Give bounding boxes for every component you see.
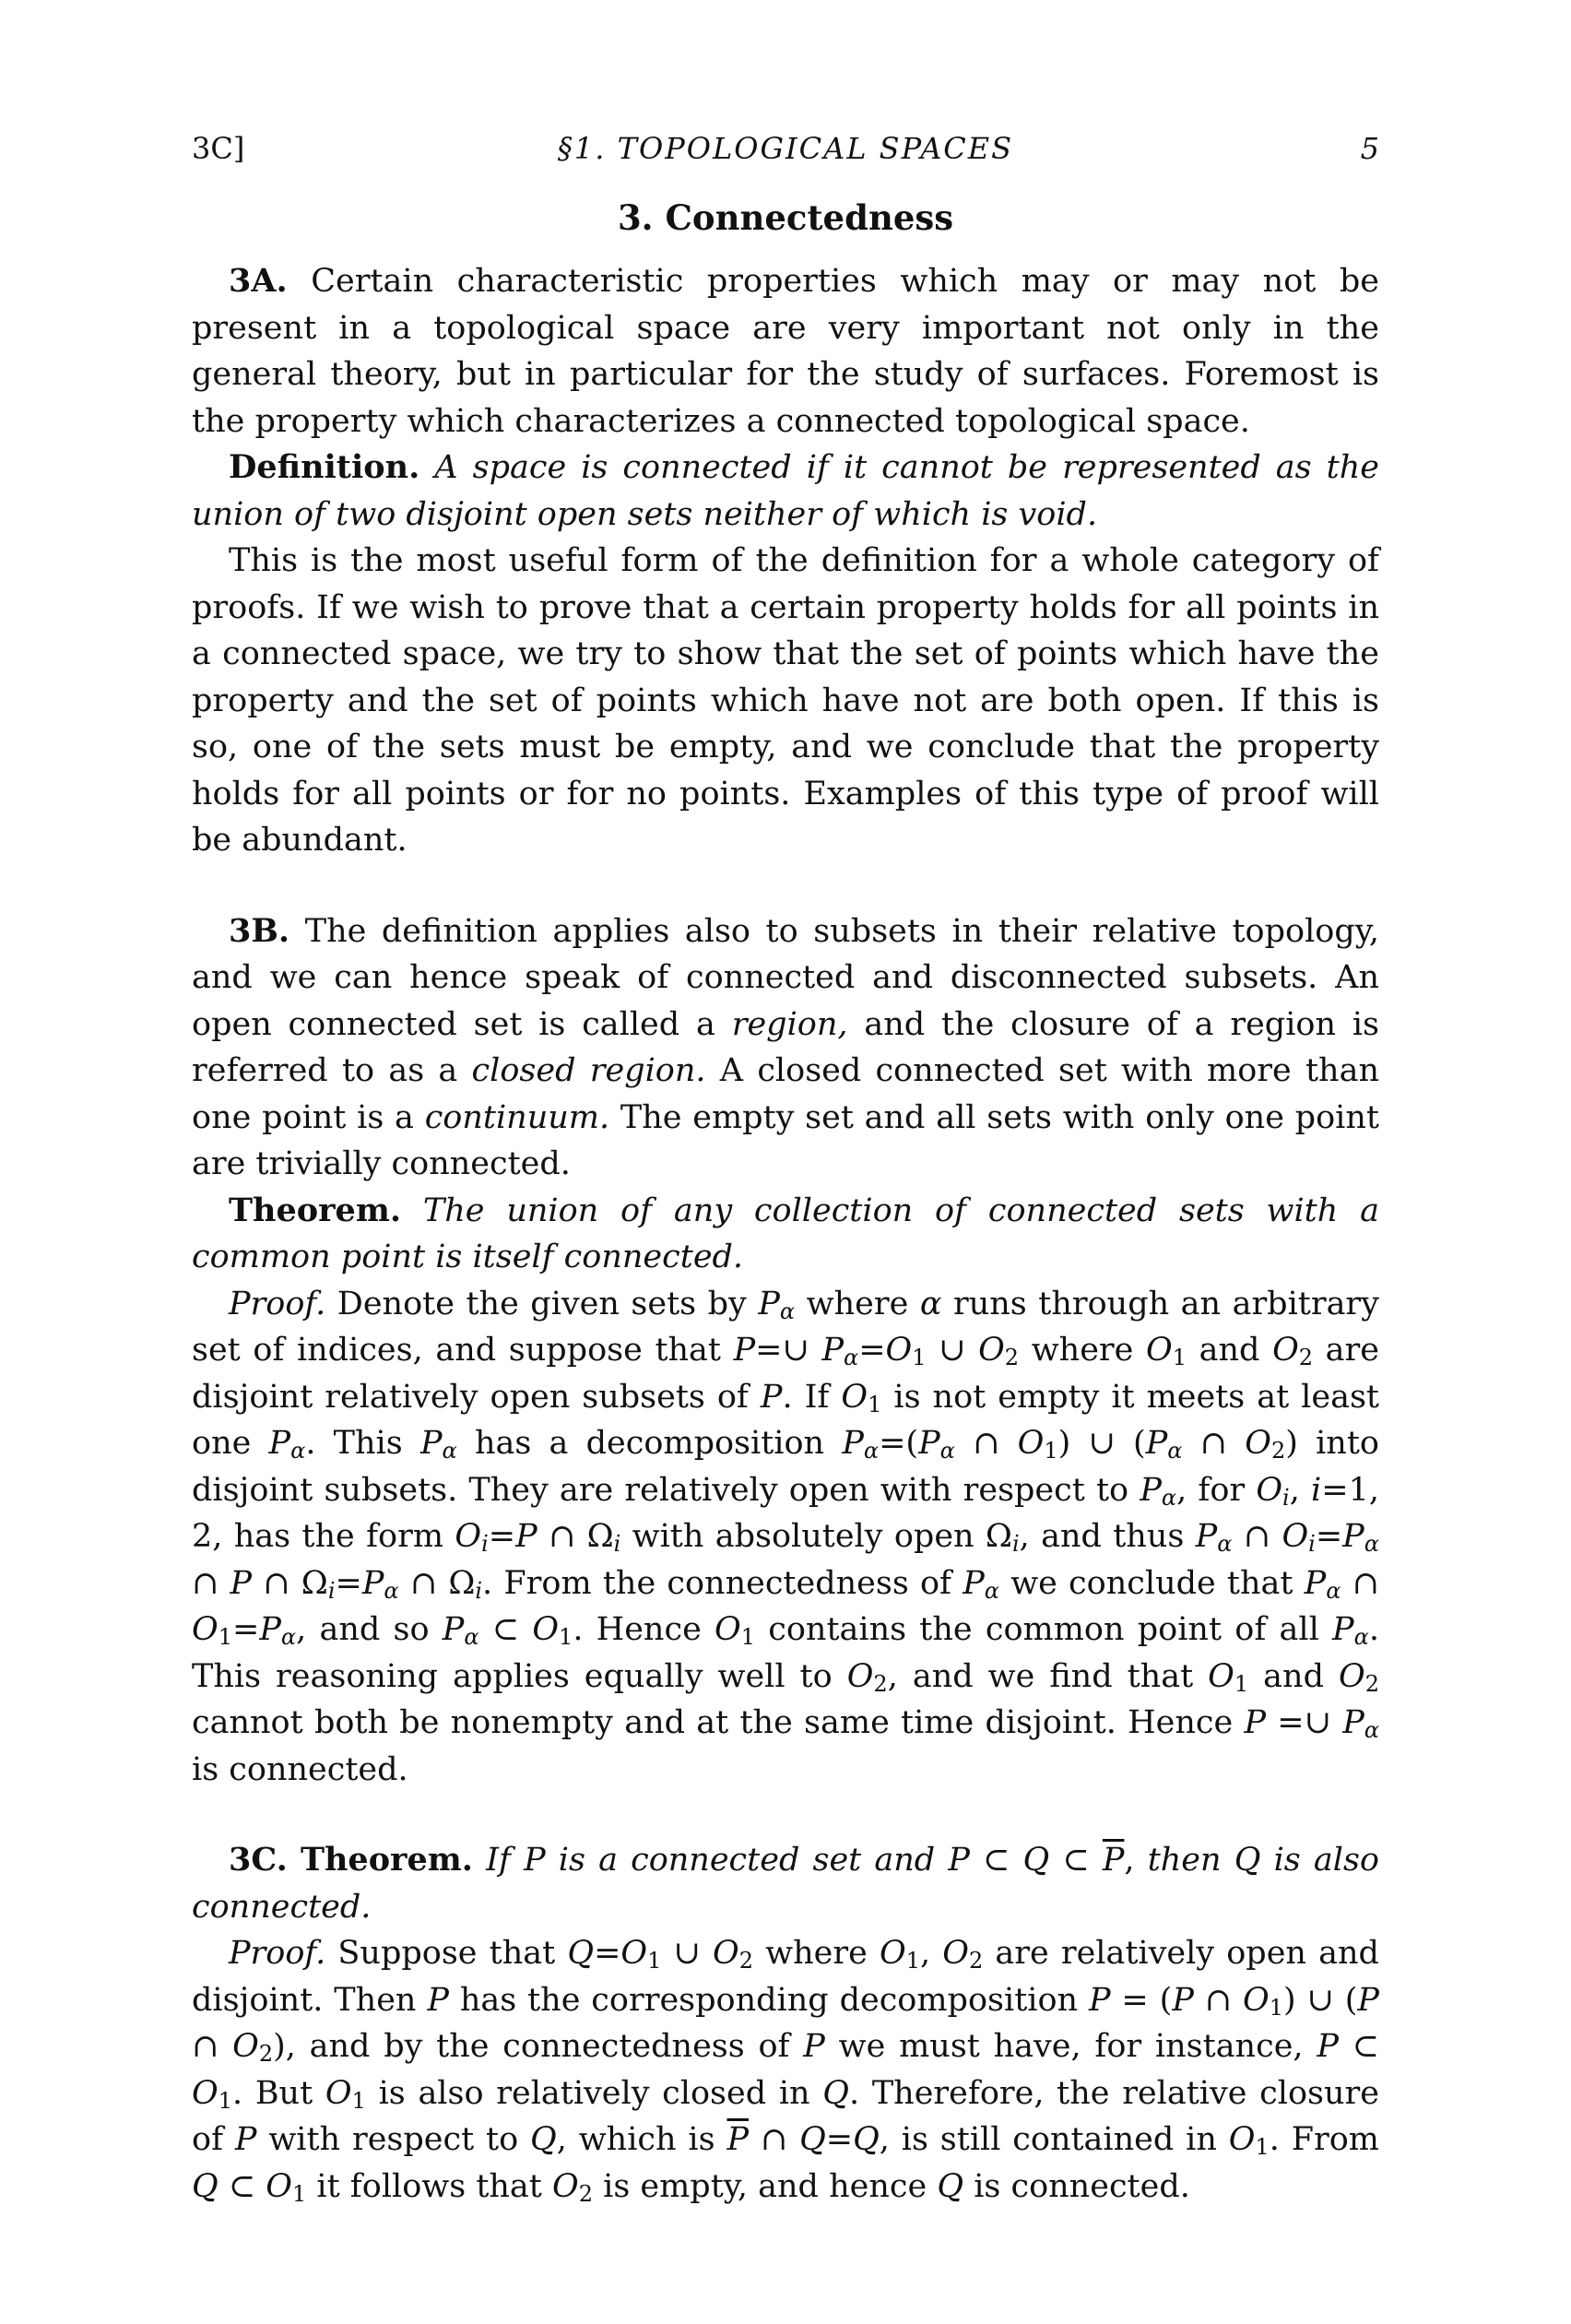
proof-3b-text: runs through an arbitrary set of indices, and suppose that: [192, 1285, 1379, 1369]
definition: [192, 445, 1379, 538]
math: P: [760, 1378, 783, 1416]
paragraph-3b-text-3: A closed connected set with more than one point is a: [192, 1052, 1379, 1136]
proof-3b-text: , for: [1176, 1471, 1246, 1509]
math: $P_\alpha$: [419, 1425, 457, 1464]
math: O: [978, 1332, 1005, 1369]
proof-3b-text: . If: [782, 1378, 830, 1416]
paragraph-3b-text-4: The empty set and all sets with only one point are trivially connected.: [192, 1098, 1379, 1182]
math: O: [1208, 1657, 1234, 1695]
math: P: [803, 2028, 825, 2065]
proof-3b-text: with absolutely open: [632, 1518, 974, 1555]
math: P: [1244, 1704, 1267, 1741]
proof-3b-text: , and we find that: [887, 1657, 1194, 1695]
math: $P_\alpha$: [1140, 1471, 1177, 1511]
math: O: [1228, 2121, 1256, 2158]
proof-3c-text: we must have, for instance,: [838, 2028, 1304, 2065]
proof-3c-text: , and by the connectedness of: [285, 2028, 790, 2065]
proof-3b-text: we conclude that: [1010, 1564, 1293, 1602]
body-text: [192, 258, 1379, 2210]
proof-3c-text: where: [765, 1935, 868, 1972]
paragraph-3a-label: 3A.: [229, 262, 288, 300]
math: P: [234, 2121, 257, 2158]
proof-3c-text: is also relatively closed in: [378, 2074, 810, 2112]
math: $P_\alpha$: [1195, 1518, 1233, 1557]
theorem-3b-label: Theorem.: [229, 1191, 402, 1229]
math: P: [733, 1332, 756, 1369]
proof-3b-text: into disjoint subsets. They are relatively open with respect to: [192, 1425, 1379, 1509]
theorem-3c-text: If: [486, 1842, 511, 1879]
section-title: 3. Connectedness: [617, 197, 954, 238]
proof-3c-text: , is still contained in: [879, 2121, 1217, 2158]
paragraph-3b-label: 3B.: [229, 911, 290, 950]
proof-3b-text: , and thus: [1019, 1518, 1185, 1555]
term-region: region,: [731, 1005, 848, 1043]
theorem-3c-text: then: [1147, 1842, 1222, 1879]
running-header: [192, 131, 1379, 172]
math: Q: [530, 2121, 557, 2158]
proof-3c-text: it follows that: [316, 2167, 542, 2205]
proof-3b-text: . From the connectedness of: [482, 1564, 951, 1602]
header-section-ref: 3C]: [192, 131, 245, 166]
paragraph-3b-text-2: and the closure of a region is referred to as a: [192, 1005, 1379, 1089]
math: O: [1146, 1332, 1173, 1369]
math: P: [524, 1842, 546, 1879]
math: α: [919, 1285, 942, 1322]
math: $O_i$: [455, 1518, 489, 1557]
paragraph-3b-text-1: The definition applies also to subsets in their relative topology, and we can hence speak of connected and disconnected subsets. An open connected set is called a: [192, 912, 1379, 1043]
math: P: [948, 1842, 970, 1879]
theorem-3c-text: is a connected set and: [558, 1842, 936, 1879]
math: O: [1339, 1657, 1365, 1695]
math: $P_\alpha$: [821, 1332, 859, 1370]
proof-3b-text: . Hence: [573, 1611, 702, 1648]
proof-3c-text: , which is: [556, 2121, 715, 2158]
math: Q: [937, 2167, 964, 2205]
math: Q: [567, 1935, 595, 1972]
definition-text: A space is connected if it cannot be represented as the union of two disjoint open sets neither of which is void.: [192, 449, 1379, 533]
math: O: [885, 1332, 913, 1369]
math: P: [1088, 1981, 1111, 2019]
proof-3b-text: where: [1031, 1332, 1134, 1369]
paragraph-3c: 3C. Theorem. If P is a connected set and P ⊂ Q ⊂ $\overline{P}$, then Q is also connected.: [192, 1841, 1379, 1926]
proof-3b-text: is connected.: [192, 1750, 408, 1788]
math: $P_\alpha$: [842, 1425, 880, 1464]
paragraph-3a: [192, 258, 1379, 445]
math: $P_\alpha$: [442, 1611, 479, 1650]
theorem-3b-text: The union of any collection of connected sets with a common point is itself connected.: [192, 1192, 1379, 1275]
math: O: [325, 2074, 352, 2112]
proof-3b-text: and: [1263, 1657, 1324, 1695]
proof-3b-text: and: [1199, 1332, 1260, 1369]
math: P: [427, 1981, 449, 2019]
math: O: [879, 1935, 906, 1972]
proof-3b-text: where: [806, 1285, 909, 1322]
proof-3c: Proof. Suppose that $Q=O_1$ ∪ $O_2$ where $O_1$, $O_2$ are relatively open and disjoint. Then P has the corresponding decomposition P = (P ∩ $O_1$) ∪ (P ∩ $O_2$), and by the connectedness of P we must have, for instance, P ⊂ $O_1$. But $O_1$ is also relatively closed in Q. Therefore, the relative closure of P with respect to Q, which is $\overline{P}$ ∩ Q=Q, is still contained in $O_1$. From Q ⊂ $O_1$ it follows that $O_2$ is empty, and hence Q is connected.: [192, 1935, 1379, 2207]
math: $P_\alpha$: [1332, 1611, 1369, 1650]
theorem-3c-text: is also connected.: [192, 1842, 1379, 1926]
proof-3b-text: contains the common point of all: [768, 1611, 1319, 1648]
math: O: [1272, 1332, 1299, 1369]
proof-3b-text: Denote the given sets by: [337, 1285, 747, 1322]
proof-3c-text: . But: [231, 2074, 313, 2112]
math: O: [841, 1378, 868, 1416]
header-chapter-title: §1. TOPOLOGICAL SPACES: [557, 131, 1014, 166]
proof-3c-text: with respect to: [268, 2121, 519, 2158]
math: P: [1317, 2028, 1339, 2065]
proof-3c-text: . Therefore, the relative closure of: [192, 2074, 1379, 2158]
math: Q: [1234, 1842, 1261, 1879]
proof-3c-text: are relatively open and disjoint. Then: [192, 1935, 1379, 2019]
math: O: [552, 2167, 579, 2205]
math: Q: [192, 2167, 219, 2205]
math: $P_\alpha$: [268, 1425, 306, 1464]
paragraph-3a-text: Certain characteristic properties which may or may not be present in a topological space are very important not only in the general theory, but in particular for the study of surfaces. Foremost is the property which characterizes a connected topological space.: [192, 263, 1379, 440]
proof-3c-text: is empty, and hence: [603, 2167, 927, 2205]
proof-3b-text: cannot both be nonempty and at the same time disjoint. Hence: [192, 1704, 1234, 1741]
proof-3b-label: Proof.: [229, 1285, 326, 1322]
proof-3b-text: has the form: [233, 1518, 444, 1555]
proof-3b-text: . This reasoning applies equally well to: [192, 1611, 1379, 1695]
math: Q: [822, 2074, 849, 2112]
proof-3b-text: are disjoint relatively open subsets of: [192, 1332, 1379, 1416]
proof-3c-label: Proof.: [229, 1935, 326, 1972]
theorem-3b: [192, 1188, 1379, 1281]
theorem-3c-label: Theorem.: [300, 1841, 473, 1879]
math: O: [715, 1611, 741, 1648]
math: $O_i$: [1256, 1471, 1290, 1511]
definition-label: Definition.: [229, 448, 420, 486]
proof-3b-text: is not empty it meets at least one: [192, 1378, 1379, 1462]
proof-3c-text: is connected.: [974, 2167, 1190, 2205]
proof-3c-text: Suppose that: [337, 1935, 556, 1972]
proof-3b-text: . This: [305, 1425, 403, 1462]
page-number: 5: [1360, 131, 1379, 166]
math: $P_\alpha$: [963, 1564, 999, 1604]
proof-3b-text: , and so: [296, 1611, 430, 1648]
proof-3b: Proof. Denote the given sets by $P_\alpha$ where α runs through an arbitrary set of indices, and suppose that P=∪ $P_\alpha=O_1$ ∪ $O_2$ where $O_1$ and $O_2$ are disjoint relatively open subsets of P. If $O_1$ is not empty it meets at least one $P_\alpha$. This $P_\alpha$ has a decomposition $P_\alpha=(P_\alpha$ ∩ $O_1$) ∪ ($P_\alpha$ ∩ $O_2$) into disjoint subsets. They are relatively open with respect to $P_\alpha$, for $O_i$, i=1, 2, has the form $O_i=P$ ∩ $\Omega_i$ with absolutely open $\Omega_i$, and thus $P_\alpha$ ∩ $O_i=P_\alpha$ ∩ P ∩ $\Omega_i=P_\alpha$ ∩ $\Omega_i$. From the connectedness of $P_\alpha$ we conclude that $P_\alpha$ ∩ $O_1=P_\alpha$, and so $P_\alpha$ ⊂ $O_1$. Hence $O_1$ contains the common point of all $P_\alpha$. This reasoning applies equally well to $O_2$, and we find that $O_1$ and $O_2$ cannot both be nonempty and at the same time disjoint. Hence P =∪ $P_\alpha$ is connected.: [192, 1285, 1379, 1788]
proof-3c-text: . From: [1269, 2121, 1379, 2158]
proof-3b-text: has a decomposition: [474, 1425, 825, 1462]
term-continuum: continuum.: [424, 1098, 610, 1136]
math: $\overline{P}$: [726, 2121, 750, 2158]
paragraph-3c-label: 3C.: [229, 1841, 288, 1879]
paragraph-3b: [192, 908, 1379, 1188]
term-closed-region: closed region.: [471, 1052, 706, 1089]
proof-3c-text: has the corresponding decomposition: [459, 1981, 1079, 2019]
math: O: [846, 1657, 874, 1695]
math: $P_\alpha$: [1304, 1564, 1341, 1604]
paragraph-useful-form: This is the most useful form of the definition for a whole category of proofs. If we wish to prove that a certain property holds for all points in a connected space, we try to show that the set of points which have the property and the set of points which have not are both open. If this is so, one of the sets must be empty, and we conclude that the property holds for all points or for no points. Examples of this type of proof will be abundant.: [192, 542, 1379, 859]
math: $P_\alpha$: [758, 1285, 796, 1324]
